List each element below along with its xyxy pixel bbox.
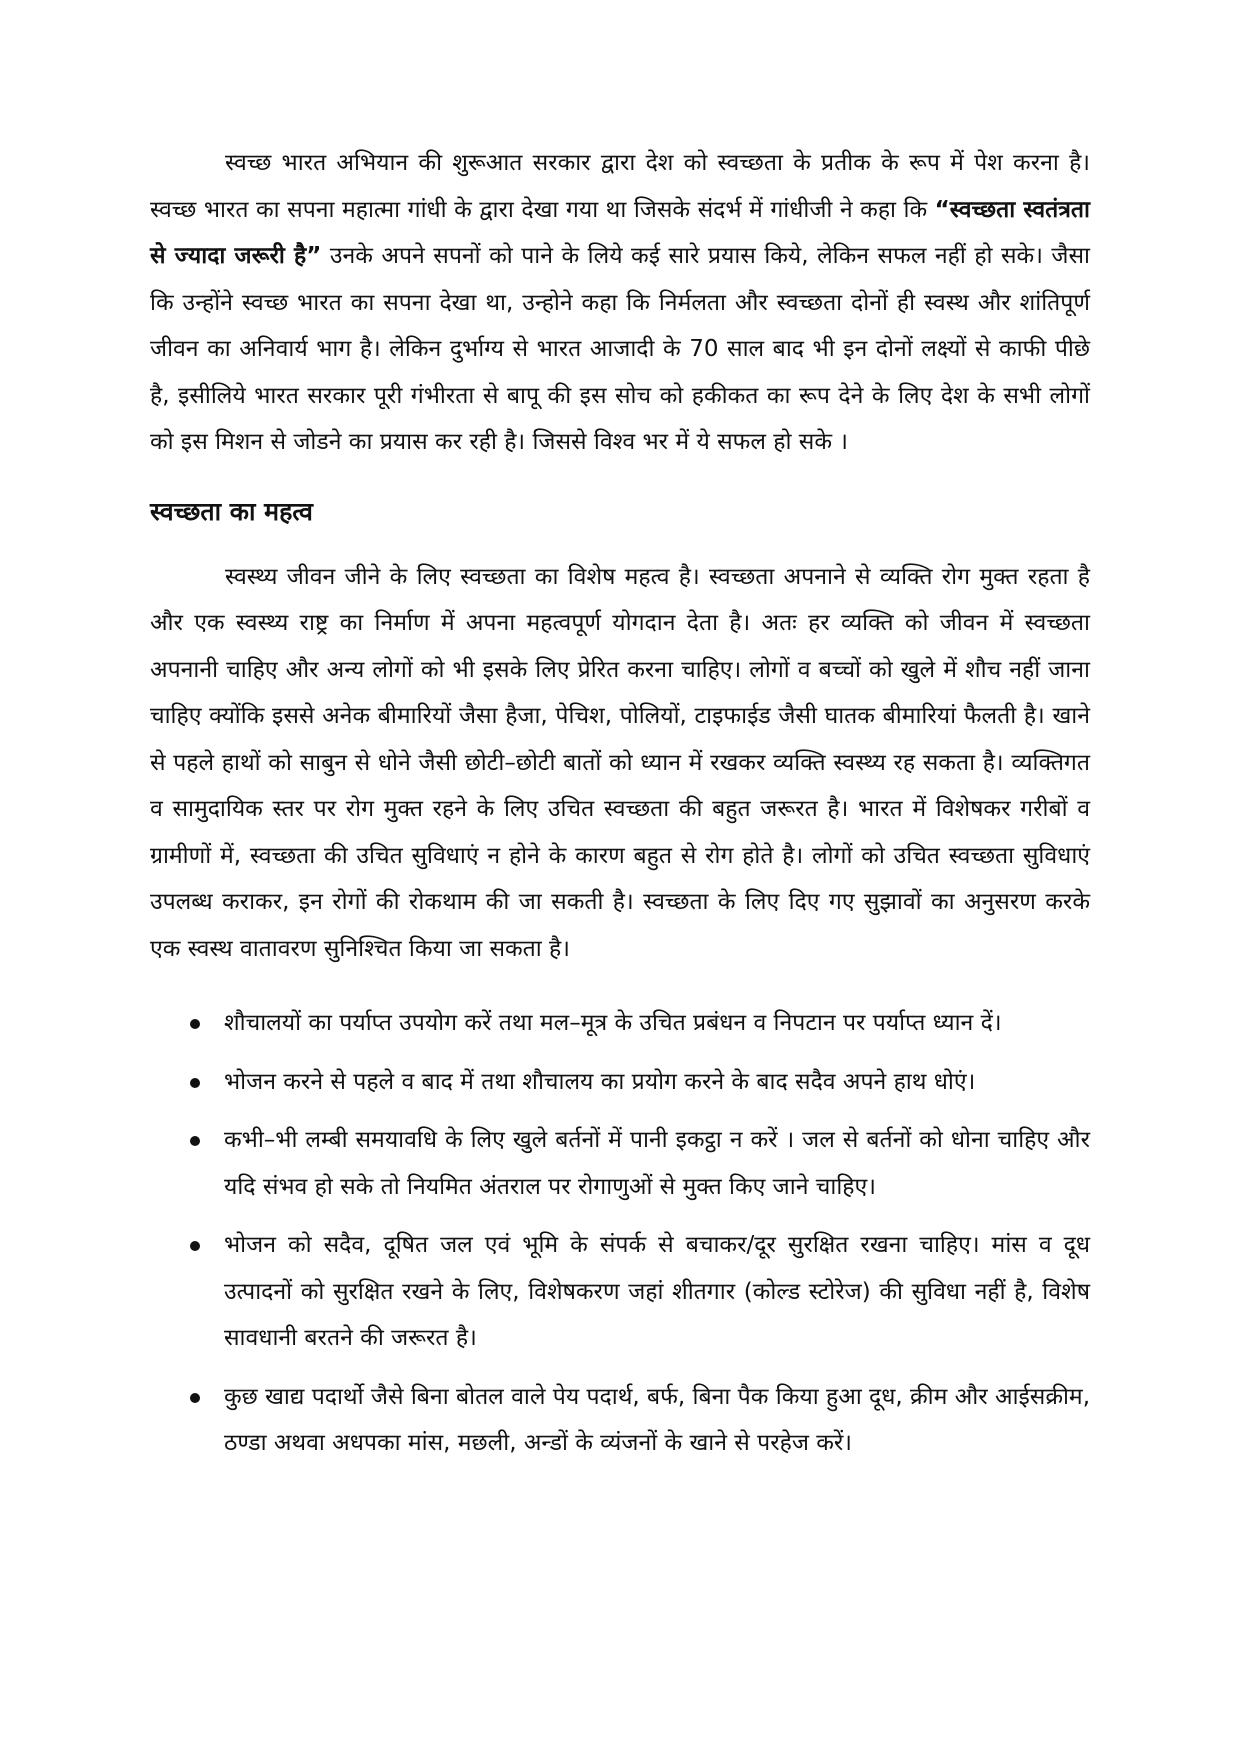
hygiene-tips-list xyxy=(150,1000,1090,1467)
document-body xyxy=(150,140,1090,1479)
list-item xyxy=(150,1059,1090,1106)
bullet-icon xyxy=(190,1241,200,1251)
list-item-text: कुछ खाद्य पदार्थो जैसे बिना बोतल वाले पेय पदार्थ, बर्फ, बिना पैक किया हुआ दूध, क्रीम और आईसक्रीम, ठण्डा अथवा अधपका मांस, मछली, अन्डों के व्यंजनों के खाने से परहेज करें। xyxy=(224,1383,1090,1456)
intro-text-start: स्वच्छ भारत अभियान की शुरूआत सरकार द्वारा देश को स्वच्छता के प्रतीक के रूप में पेश करना है। स्वच्छ भारत का सपना महात्मा गांधी के द्वारा देखा गया था जिसके संदर्भ में गांधीजी ने कहा कि xyxy=(150,150,1090,223)
list-item xyxy=(150,1374,1090,1467)
bullet-icon xyxy=(190,1019,200,1029)
list-item-text: कभी–भी लम्बी समयावधि के लिए खुले बर्तनों में पानी इकट्ठा न करें । जल से बर्तनों को धोना चाहिए और यदि संभव हो सके तो नियमित अंतराल पर रोगाणुओं से मुक्त किए जाने चाहिए। xyxy=(224,1127,1090,1200)
bullet-icon xyxy=(190,1393,200,1403)
intro-paragraph xyxy=(150,140,1090,466)
bullet-icon xyxy=(190,1136,200,1146)
list-item-text: शौचालयों का पर्याप्त उपयोग करें तथा मल–मूत्र के उचित प्रबंधन व निपटान पर पर्याप्त ध्यान दें। xyxy=(224,1010,1002,1036)
importance-paragraph: स्वस्थ्य जीवन जीने के लिए स्वच्छता का विशेष महत्व है। स्वच्छता अपनाने से व्यक्ति रोग मुक्त रहता है और एक स्वस्थ्य राष्ट्र का निर्माण में अपना महत्वपूर्ण योगदान देता है। अतः हर व्यक्ति को जीवन में स्वच्छता अपनानी चाहिए और अन्य लोगों को भी इसके लिए प्रेरित करना चाहिए। लोगों व बच्चों को खुले में शौच नहीं जाना चाहिए क्योंकि इससे अनेक बीमारियों जैसा हैजा, पेचिश, पोलियों, टाइफाईड जैसी घातक बीमारियां फैलती है। खाने से पहले हाथों को साबुन से धोने जैसी छोटी–छोटी बातों को ध्यान में रखकर व्यक्ति स्वस्थ्य रह सकता है। व्यक्तिगत व सामुदायिक स्तर पर रोग मुक्त रहने के लिए उचित स्वच्छता की बहुत जरूरत है। भारत में विशेषकर गरीबों व ग्रामीणों में, स्वच्छता की उचित सुविधाएं न होने के कारण बहुत से रोग होते है। लोगों को उचित स्वच्छता सुविधाएं उपलब्ध कराकर, इन रोगों की रोकथाम की जा सकती है। स्वच्छता के लिए दिए गए सुझावों का अनुसरण करके एक स्वस्थ वातावरण सुनिश्चित किया जा सकता है। xyxy=(150,563,1090,962)
gandhi-quote: “स्वच्छता स्वतंत्रता से ज्यादा जरूरी है” xyxy=(150,196,1091,269)
list-item-text: भोजन करने से पहले व बाद में तथा शौचालय का प्रयोग करने के बाद सदैव अपने हाथ धोएं। xyxy=(224,1068,976,1095)
list-item xyxy=(150,1000,1090,1047)
bullet-icon xyxy=(190,1078,200,1088)
list-item xyxy=(150,1222,1090,1362)
section-heading: स्वच्छता का महत्व xyxy=(150,496,313,526)
list-item-text: भोजन को सदैव, दूषित जल एवं भूमि के संपर्क से बचाकर/दूर सुरक्षित रखना चाहिए। मांस व दूध उत्पादनों को सुरक्षित रखने के लिए, विशेषकरण जहां शीतगार (कोल्ड स्टोरेज) की सुविधा नहीं है, विशेष सावधानी बरतने की जरूरत है। xyxy=(224,1232,1090,1351)
list-item xyxy=(150,1117,1090,1210)
intro-text-end: उनके अपने सपनों को पाने के लिये कई सारे प्रयास किये, लेकिन सफल नहीं हो सके। जैसा कि उन्होंने स्वच्छ भारत का सपना देखा था, उन्होने कहा कि निर्मलता और स्वच्छता दोनों ही स्वस्थ और शांतिपूर्ण जीवन का अनिवार्य भाग है। लेकिन दुर्भाग्य से भारत आजादी के 70 साल बाद भी इन दोनों लक्ष्यों से काफी पीछे है, इसीलिये भारत सरकार पूरी गंभीरता से बापू की इस सोच को हकीकत का रूप देने के लिए देश के सभी लोगों को इस मिशन से जोडने का प्रयास कर रही है। जिससे विश्व भर में ये सफल हो सके । xyxy=(150,243,1090,455)
